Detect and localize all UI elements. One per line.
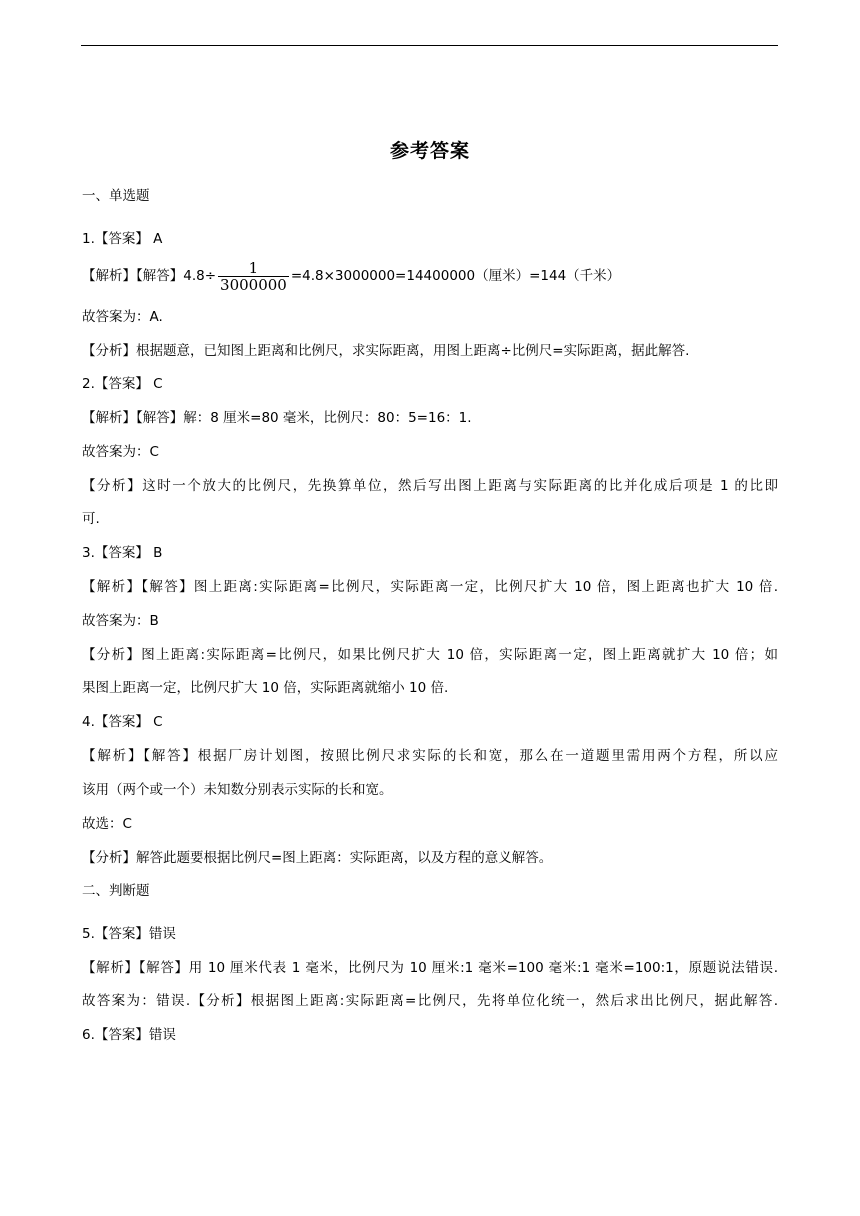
q1-fraction-numerator: 1 (248, 258, 259, 277)
q2-analysis-line-2: 可. (82, 511, 100, 527)
section-heading-single-choice: 一、单选题 (82, 188, 150, 204)
q4-solution-line-1: 【解析】【解答】根据厂房计划图，按照比例尺求实际的长和宽，那么在一道题里需用两个方程，所以应 (82, 748, 778, 764)
page-title: 参考答案 (389, 140, 470, 162)
q1-solution (82, 258, 620, 294)
q1-conclusion: 故答案为：A. (82, 309, 163, 325)
q3-conclusion: 故答案为：B (82, 613, 159, 629)
q6-answer: 6.【答案】错误 (82, 1027, 176, 1043)
q5-answer: 5.【答案】错误 (82, 926, 176, 942)
q1-solution-prefix: 【解析】【解答】4.8÷ (82, 268, 217, 284)
q2-conclusion: 故答案为：C (82, 444, 159, 460)
q1-fraction (218, 260, 289, 293)
q3-analysis-line-2: 果图上距离一定，比例尺扩大 10 倍，实际距离就缩小 10 倍. (82, 680, 449, 696)
q2-solution: 【解析】【解答】解：8 厘米=80 毫米，比例尺：80：5=16：1. (82, 410, 472, 426)
q5-conclusion-analysis: 故答案为：错误.【分析】根据图上距离:实际距离=比例尺，先将单位化统一，然后求出比例尺，据此解答. (82, 993, 778, 1009)
q1-fraction-denominator: 3000000 (220, 275, 287, 294)
q4-conclusion: 故选：C (82, 816, 132, 832)
q1-analysis: 【分析】根据题意，已知图上距离和比例尺，求实际距离，用图上距离÷比例尺=实际距离，据此解答. (82, 343, 690, 359)
q4-answer: 4.【答案】 C (82, 714, 163, 730)
q4-solution-line-2: 该用（两个或一个）未知数分别表示实际的长和宽。 (82, 782, 393, 798)
q1-solution-suffix: =4.8×3000000=14400000（厘米）=144（千米） (290, 268, 621, 284)
q3-analysis-line-1: 【分析】图上距离:实际距离=比例尺，如果比例尺扩大 10 倍，实际距离一定，图上距离就扩大 10 倍；如 (82, 647, 778, 663)
q3-answer: 3.【答案】 B (82, 545, 163, 561)
section-heading-true-false: 二、判断题 (82, 883, 150, 899)
q2-answer: 2.【答案】 C (82, 376, 163, 392)
q1-answer: 1.【答案】 A (82, 231, 163, 247)
q3-solution: 【解析】【解答】图上距离:实际距离=比例尺，实际距离一定，比例尺扩大 10 倍，图上距离也扩大 10 倍. (82, 579, 778, 595)
header-rule (81, 45, 778, 46)
q5-solution: 【解析】【解答】用 10 厘米代表 1 毫米，比例尺为 10 厘米:1 毫米=100 毫米:1 毫米=100:1，原题说法错误. (82, 960, 778, 976)
q2-analysis-line-1: 【分析】这时一个放大的比例尺，先换算单位，然后写出图上距离与实际距离的比并化成后项是 1 的比即 (82, 478, 778, 494)
q4-analysis: 【分析】解答此题要根据比例尺=图上距离：实际距离，以及方程的意义解答。 (82, 850, 553, 866)
